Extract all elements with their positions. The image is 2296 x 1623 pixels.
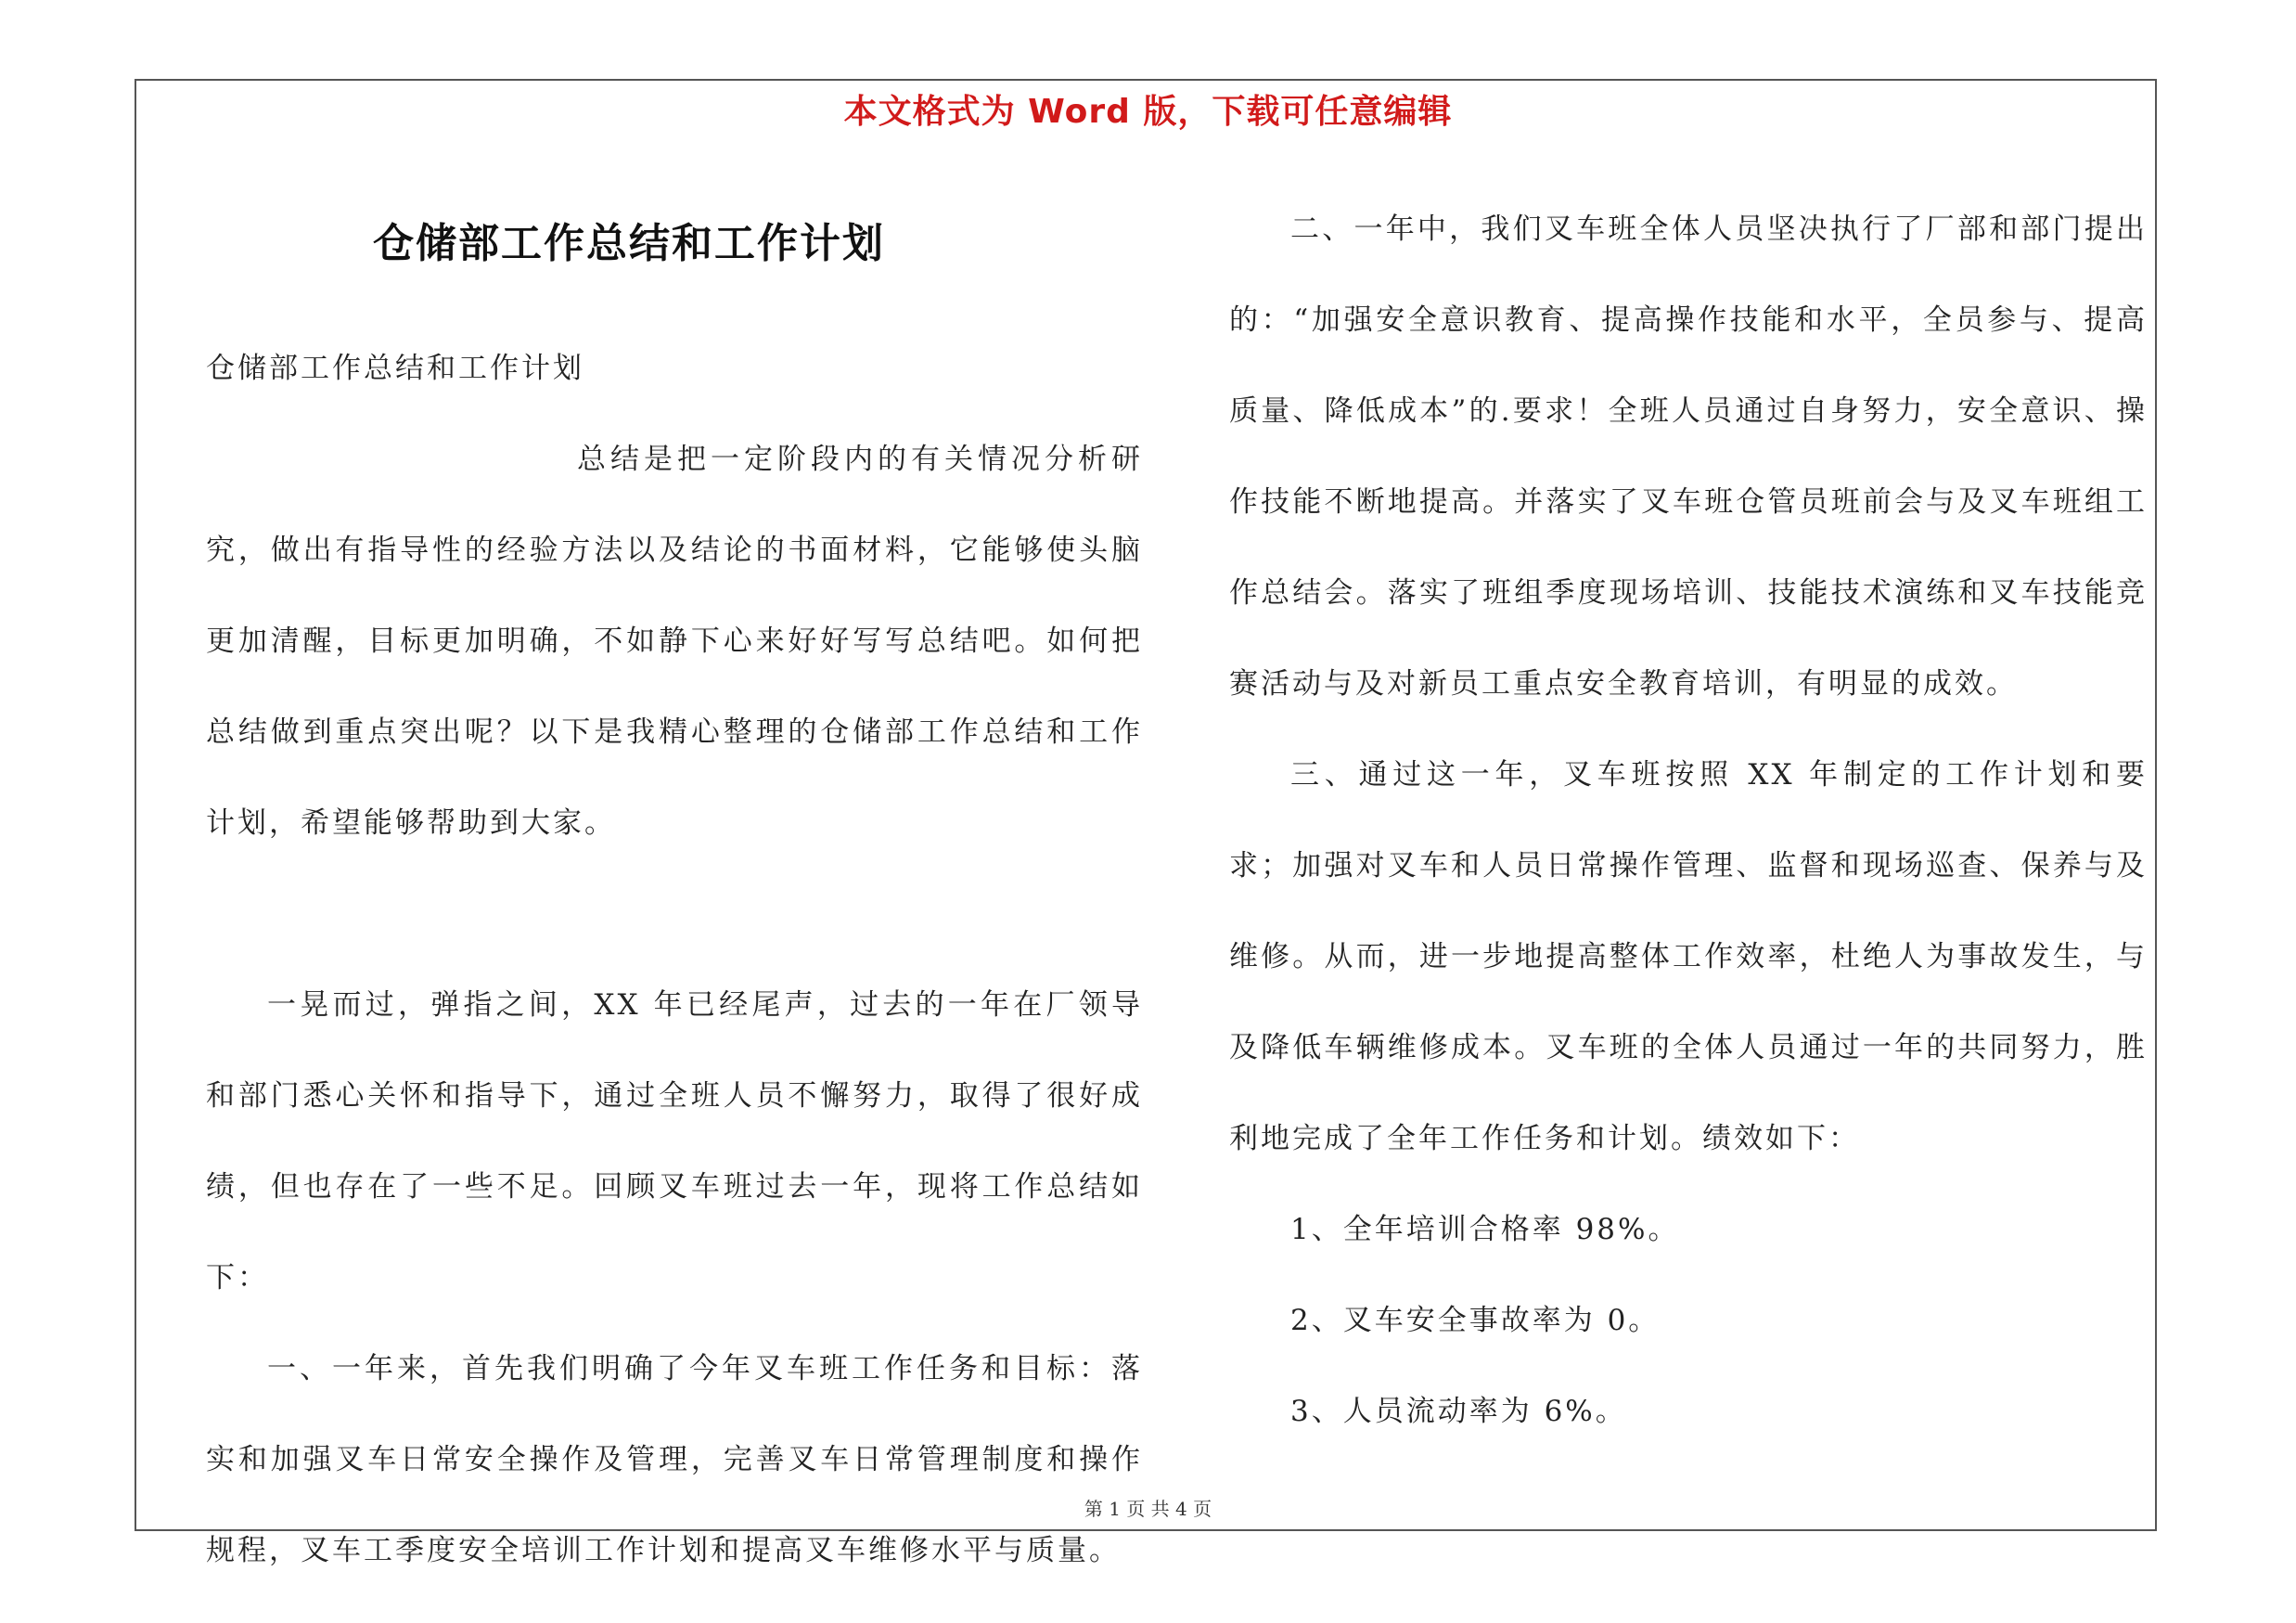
- format-banner: 本文格式为 Word 版，下载可任意编辑: [843, 93, 1453, 131]
- list-item: 3、人员流动率为 6%。: [1290, 1395, 1627, 1428]
- blank-line: [206, 869, 1143, 960]
- subtitle: 仓储部工作总结和工作计划: [206, 352, 584, 385]
- paragraph-section-two: 二、一年中，我们叉车班全体人员坚决执行了厂部和部门提出的：“加强安全意识教育、提高操作技能和水平，全员参与、提高质量、降低成本”的.要求！全班人员通过自身努力，安全意识、操作技能不断地提高。并落实了叉车班仓管员班前会与及叉车班组工作总结会。落实了班组季度现场培训、技能技术演练和叉车技能竞赛活动与及对新员工重点安全教育培训，有明显的成效。: [1229, 213, 2148, 701]
- list-item: 1、全年培训合格率 98%。: [1290, 1213, 1680, 1246]
- paragraph-section-three: 三、通过这一年，叉车班按照 XX 年制定的工作计划和要求；加强对叉车和人员日常操作管理、监督和现场巡查、保养与及维修。从而，进一步地提高整体工作效率，杜绝人为事故发生，与及降低车辆维修成本。叉车班的全体人员通过一年的共同努力，胜利地完成了全年工作任务和计划。绩效如下：: [1229, 758, 2148, 1155]
- page-number-footer: 第 1 页 共 4 页: [1084, 1498, 1212, 1520]
- list-item: 2、叉车安全事故率为 0。: [1290, 1304, 1661, 1337]
- document-title: 仓储部工作总结和工作计划: [373, 220, 885, 267]
- paragraph-section-one: 一、一年来，首先我们明确了今年叉车班工作任务和目标：落实和加强叉车日常安全操作及管理，完善叉车日常管理制度和操作规程，叉车工季度安全培训工作计划和提高叉车维修水平与质量。: [206, 1352, 1143, 1567]
- left-column: [206, 323, 1143, 1596]
- paragraph-opening: 一晃而过，弹指之间，XX 年已经尾声，过去的一年在厂领导和部门悉心关怀和指导下，通过全班人员不懈努力，取得了很好成绩，但也存在了一些不足。回顾叉车班过去一年，现将工作总结如下：: [206, 988, 1143, 1295]
- right-column: [1229, 184, 2148, 1457]
- intro-paragraph: 总结是把一定阶段内的有关情况分析研究，做出有指导性的经验方法以及结论的书面材料，它能够使头脑更加清醒，目标更加明确，不如静下心来好好写写总结吧。如何把总结做到重点突出呢？以下是我精心整理的仓储部工作总结和工作计划，希望能够帮助到大家。: [206, 443, 1143, 840]
